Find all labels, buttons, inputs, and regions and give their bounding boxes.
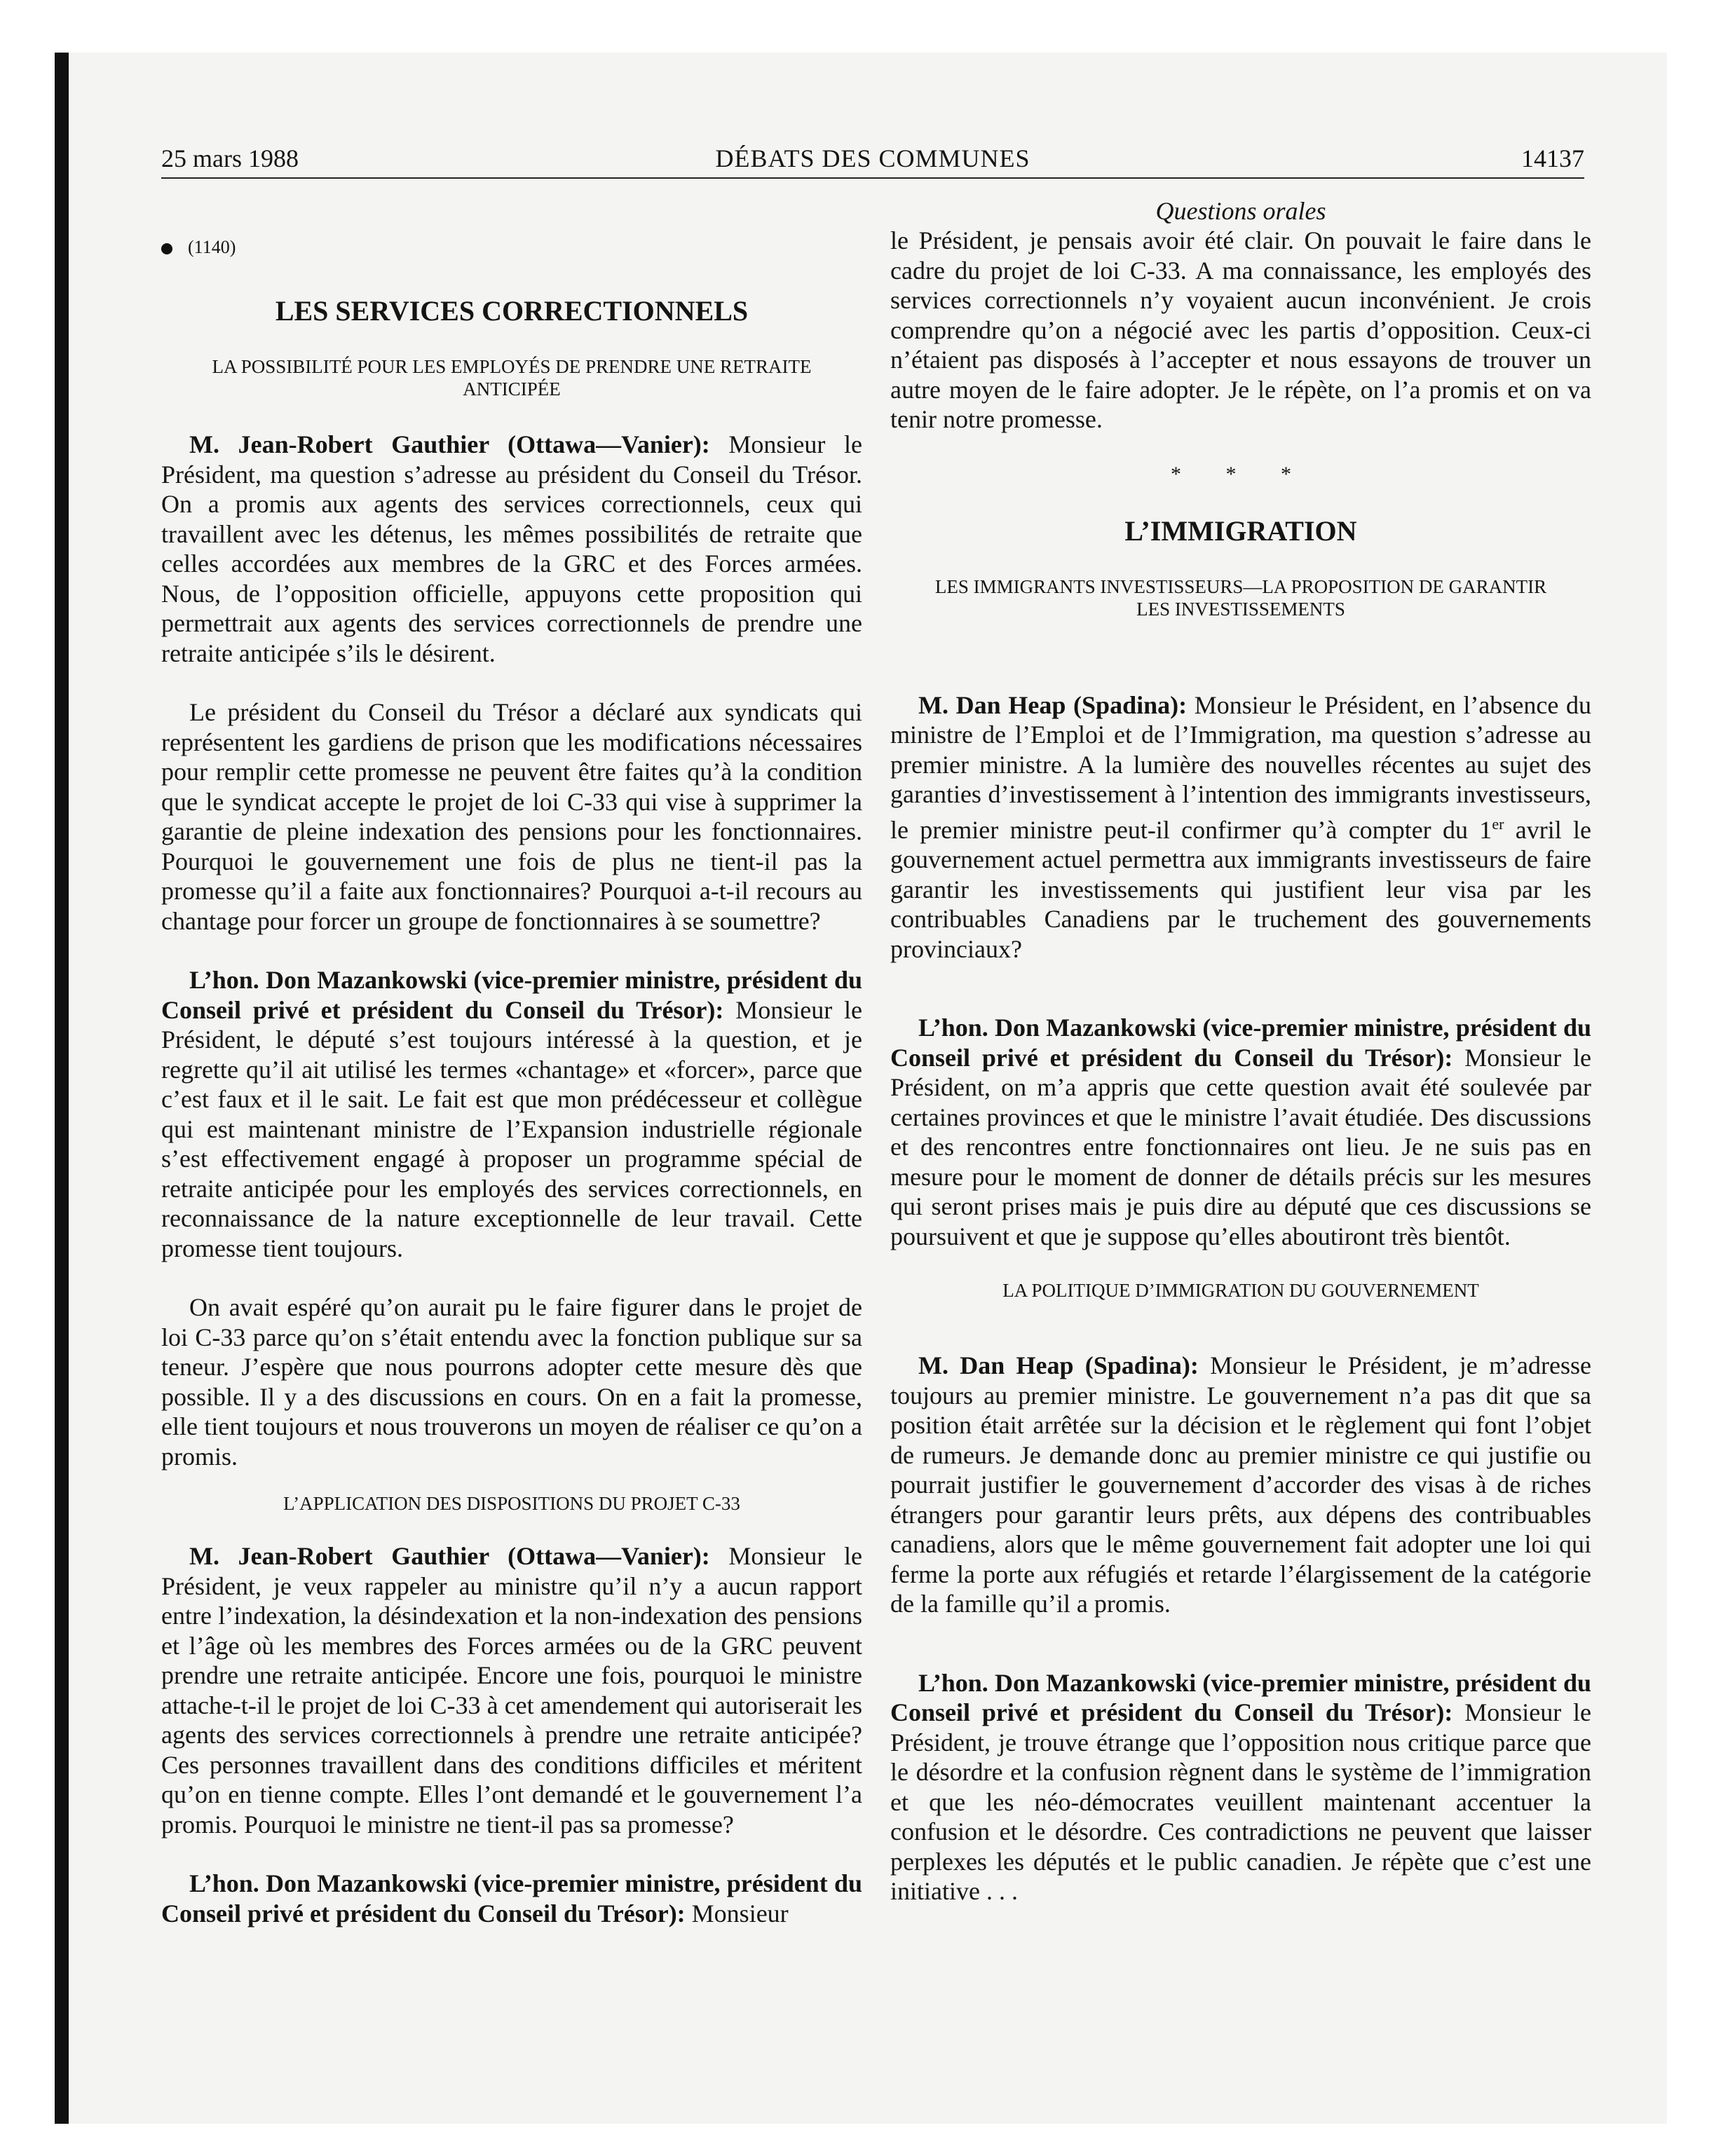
page-header bbox=[161, 142, 1584, 179]
speaker-name: M. Dan Heap (Spadina): bbox=[918, 690, 1188, 719]
time-marker bbox=[161, 237, 862, 265]
speaker-name: M. Dan Heap (Spadina): bbox=[918, 1351, 1199, 1379]
paragraph-text: Monsieur bbox=[685, 1899, 789, 1928]
running-head: Questions orales bbox=[1155, 197, 1326, 225]
paragraph bbox=[890, 1351, 1591, 1619]
header-date: 25 mars 1988 bbox=[161, 144, 299, 172]
speaker-name: L’hon. Don Mazankowski (vice-premier ministre, président du Conseil privé et président du Conseil du Trésor): bbox=[890, 1014, 1591, 1072]
paragraph bbox=[890, 690, 1591, 964]
paragraph bbox=[161, 965, 862, 1263]
paragraph bbox=[890, 1668, 1591, 1906]
speaker-name: L’hon. Don Mazankowski (vice-premier ministre, président du Conseil privé et président du Conseil du Trésor): bbox=[161, 1869, 862, 1928]
subtitle: LA POSSIBILITÉ POUR LES EMPLOYÉS DE PRENDRE UNE RETRAITE ANTICIPÉE bbox=[212, 356, 812, 400]
paragraph-text: Monsieur le Président, en l’absence du ministre de l’Emploi et de l’Immigration, ma question s’adresse au premier ministre. A la lumière des nouvelles récentes au sujet des garanties d’investissement à l’intention des immigrants investisseurs, le premier ministre peut-il confirmer qu’à compter du 1 bbox=[890, 690, 1591, 844]
section-title: LES SERVICES CORRECTIONNELS bbox=[275, 295, 749, 327]
right-column bbox=[890, 196, 1591, 1906]
time-marker-label: (1140) bbox=[188, 237, 236, 257]
subtitle: LA POLITIQUE D’IMMIGRATION DU GOUVERNEMENT bbox=[1002, 1280, 1479, 1301]
binding-edge bbox=[55, 53, 69, 2124]
section-separator: * * * bbox=[1171, 462, 1311, 486]
paragraph: le Président, je pensais avoir été clair. On pouvait le faire dans le cadre du projet de loi C-33. A ma connaissance, les employés des services correctionnels n’y voyaient aucun inconvénient. Je crois comprendre qu’on a négocié avec les partis d’opposition. Ceux-ci n’étaient pas disposés à l’accepter et nous essayons de trouver un autre moyen de le faire adopter. Je le répète, on l’a promis et on va tenir notre promesse. bbox=[890, 226, 1591, 433]
paragraph bbox=[890, 1013, 1591, 1251]
page-number: 14137 bbox=[1521, 144, 1584, 172]
bullet-icon bbox=[161, 243, 172, 254]
section-title: L’IMMIGRATION bbox=[1124, 514, 1357, 547]
paragraph-text: avril le gouvernement actuel permettra aux immigrants investisseurs de faire garantir les investissements qui justifient leur visa par les contribuables Canadiens par le truchement des gouvernements provinciaux? bbox=[890, 815, 1592, 963]
paragraph-text: Monsieur le Président, le député s’est toujours intéressé à la question, et je regrette qu’il ait utilisé les termes «chantage» et «forcer», parce que c’est faux et il le sait. Le fait est que mon prédécesseur et collègue qui est maintenant ministre de l’Expansion industrielle régionale s’est effectivement engagé à proposer un programme spécial de retraite anticipée pour les employés des services correctionnels, en reconnaissance de la nature exceptionnelle de leur travail. Cette promesse tient toujours. bbox=[161, 995, 863, 1262]
paragraph bbox=[161, 430, 862, 668]
speaker-name: M. Jean-Robert Gauthier (Ottawa—Vanier): bbox=[189, 430, 710, 458]
paragraph-text: Monsieur le Président, on m’a appris que cette question avait été soulevée par certaines provinces et que le ministre l’avait étudiée. Des discussions et des rencontres entre fonctionnaires ont lieu. Je ne suis pas en mesure pour le moment de donner de détails précis sur les mesures qui seront prises mais je puis dire au député que ces discussions se poursuivent et que je suppose qu’elles aboutiront très bientôt. bbox=[890, 1043, 1592, 1250]
paragraph bbox=[161, 1869, 862, 1928]
paragraph: Le président du Conseil du Trésor a déclaré aux syndicats qui représentent les gardiens de prison que les modifications nécessaires pour remplir cette promesse ne peuvent être faites qu’à la condition que le syndicat accepte le projet de loi C-33 qui vise à supprimer la garantie de pleine indexation des pensions pour les fonctionnaires. Pourquoi le gouvernement une fois de plus ne tient-il pas la promesse qu’il a faite aux fonctionnaires? Pourquoi a-t-il recours au chantage pour forcer un groupe de fonctionnaires à se soumettre? bbox=[161, 698, 862, 935]
paragraph-text: Monsieur le Président, je veux rappeler au ministre qu’il n’y a aucun rapport entre l’indexation, la désindexation et la non-indexation des pensions et l’âge où les membres des Forces armées ou de la GRC peuvent prendre une retraite anticipée. Encore une fois, pourquoi le ministre attache-t-il le projet de loi C-33 à cet amendement qui autoriserait les agents des services correctionnels à prendre une retraite anticipée? Ces personnes travaillent dans des conditions difficiles et méritent qu’on en tienne compte. Elles l’ont demandé et le gouvernement l’a promis. Pourquoi le ministre ne tient-il pas sa promesse? bbox=[161, 1542, 863, 1838]
paragraph-text: Monsieur le Président, ma question s’adresse au président du Conseil du Trésor. On a promis aux agents des services correctionnels, ceux qui travaillent avec les détenus, les mêmes possibilités de retraite que celles accordées aux membres de la GRC et des Forces armées. Nous, de l’opposition officielle, appuyons cette proposition qui permettrait aux agents des services correctionnels de prendre une retraite anticipée s’ils le désirent. bbox=[161, 430, 863, 667]
paragraph-text: Monsieur le Président, je trouve étrange que l’opposition nous critique parce que le désordre et la confusion règnent dans le système de l’immigration et que les néo-démocrates veuillent maintenant accentuer la confusion et le désordre. Ces contradictions ne peuvent que laisser perplexes les députés et le public canadien. Je répète que c’est une initiative . . . bbox=[890, 1698, 1592, 1905]
paragraph-text: Monsieur le Président, je m’adresse toujours au premier ministre. Le gouvernement n’a pas dit que sa position était arrêtée sur la décision et le règlement qui font l’objet de rumeurs. Je demande donc au premier ministre ce qui justifie ou pourrait justifier le gouvernement d’accorder des visas à de riches étrangers pour garantir leurs prêts, aux dépens des contribuables canadiens, alors que le même gouvernement fait adopter une loi qui ferme la porte aux réfugiés et retarde l’élargissement de la catégorie de la famille qu’il a promis. bbox=[890, 1351, 1591, 1618]
header-title: DÉBATS DES COMMUNES bbox=[715, 144, 1030, 172]
subtitle: LES IMMIGRANTS INVESTISSEURS—LA PROPOSITION DE GARANTIR LES INVESTISSEMENTS bbox=[934, 575, 1547, 620]
speaker-name: L’hon. Don Mazankowski (vice-premier ministre, président du Conseil privé et président du Conseil du Trésor): bbox=[890, 1668, 1591, 1726]
speaker-name: L’hon. Don Mazankowski (vice-premier ministre, président du Conseil privé et président du Conseil du Trésor): bbox=[161, 966, 862, 1024]
superscript: er bbox=[1492, 814, 1504, 833]
subtitle: L’APPLICATION DES DISPOSITIONS DU PROJET C-33 bbox=[283, 1493, 740, 1514]
left-column bbox=[161, 196, 862, 1928]
paragraph bbox=[161, 1541, 862, 1839]
speaker-name: M. Jean-Robert Gauthier (Ottawa—Vanier): bbox=[189, 1542, 710, 1570]
paragraph: On avait espéré qu’on aurait pu le faire figurer dans le projet de loi C-33 parce qu’on s’était entendu avec la fonction publique sur sa teneur. J’espère que nous pourrons adopter cette mesure dès que possible. Il y a des discussions en cours. On en a fait la promesse, elle tient toujours et nous trouverons un moyen de réaliser ce qu’on a promis. bbox=[161, 1293, 862, 1471]
